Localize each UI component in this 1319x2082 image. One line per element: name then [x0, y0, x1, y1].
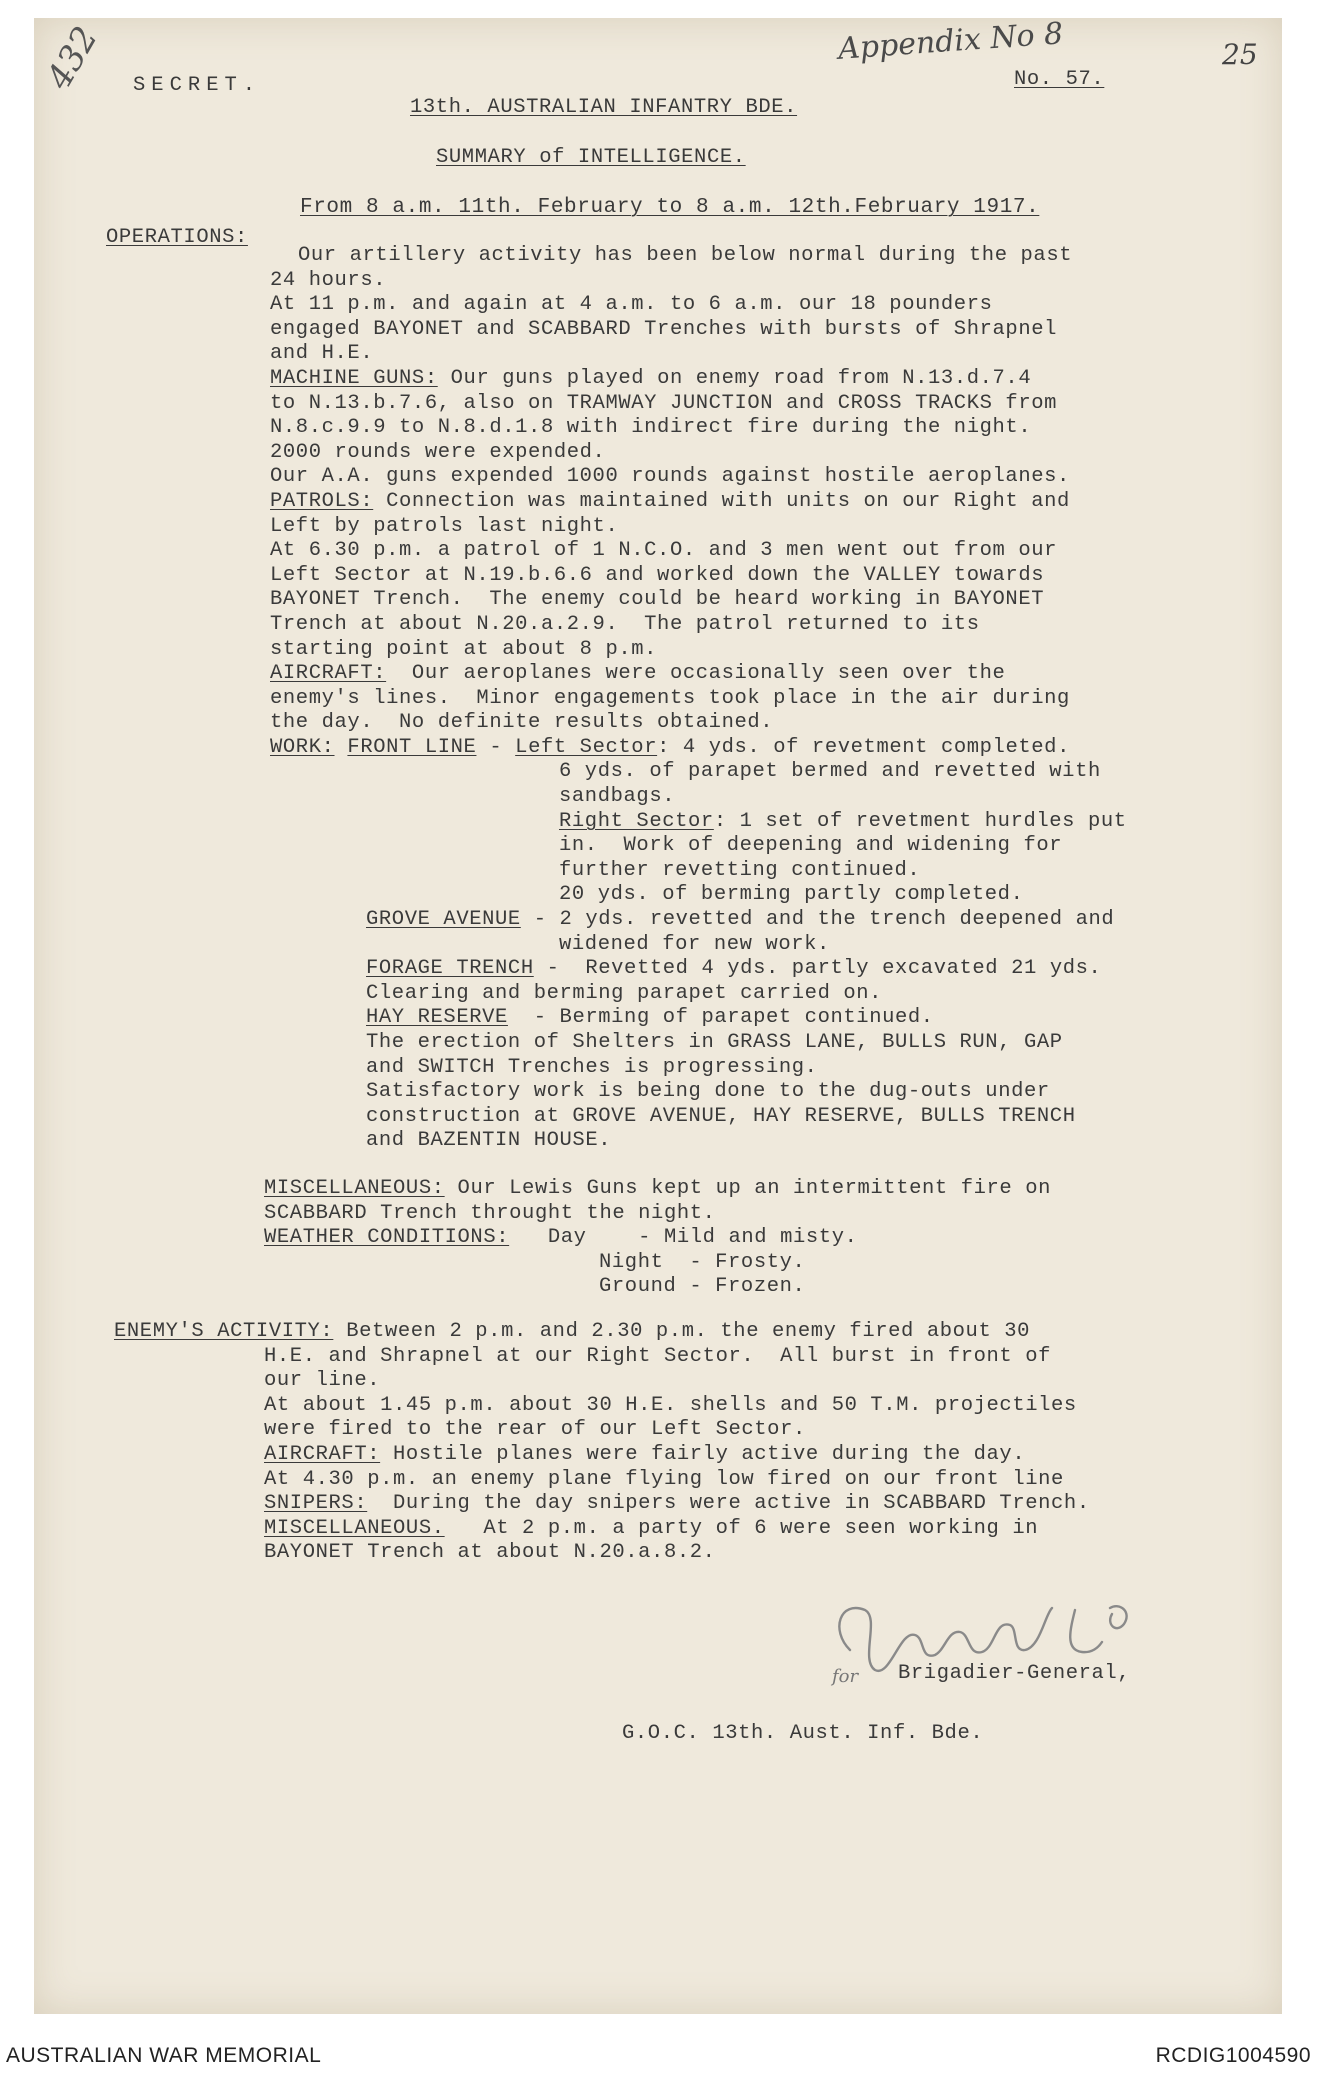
text-line: : 1 set of revetment hurdles put [713, 809, 1127, 833]
patrols-label: PATROLS: [270, 489, 374, 513]
text-line: Left Sector at N.19.b.6.6 and worked down the VALLEY towards [270, 563, 1045, 587]
enemy-misc-label: MISCELLANEOUS. [264, 1516, 445, 1540]
machine-guns-para [270, 367, 1127, 392]
work-para [270, 736, 1127, 761]
snipers-label: SNIPERS: [264, 1492, 368, 1516]
text-line: in. Work of deepening and widening for [559, 834, 1063, 858]
text-line: Clearing and berming parapet carried on. [366, 981, 883, 1005]
text-line: Between 2 p.m. and 2.30 p.m. the enemy fired about 30 [333, 1320, 1031, 1343]
text-line: BAYONET Trench at about N.20.a.8.2. [264, 1541, 716, 1565]
weather-row: Ground - Frozen. [599, 1275, 806, 1299]
enemy-misc-para [114, 1517, 1090, 1542]
text-line: starting point at about 8 p.m. [270, 637, 658, 661]
forage-trench-para [270, 957, 1127, 982]
text-line: Our aeroplanes were occasionally seen over the [386, 662, 1006, 686]
unit-heading: 13th. AUSTRALIAN INFANTRY BDE. [410, 96, 798, 119]
left-sector-label: Left Sector [515, 735, 658, 759]
right-sector-label: Right Sector [559, 809, 714, 833]
hay-reserve-label: HAY RESERVE [366, 1006, 508, 1030]
text-line: Our A.A. guns expended 1000 rounds against hostile aeroplanes. [270, 465, 1070, 489]
text-line: widened for new work. [559, 932, 830, 956]
text-line: Hostile planes were fairly active during the day. [380, 1442, 1026, 1466]
text-line: At 6.30 p.m. a patrol of 1 N.C.O. and 3 men went out from our [270, 539, 1058, 563]
text-line: 6 yds. of parapet bermed and revetted with [559, 760, 1101, 784]
misc-para [264, 1177, 1051, 1202]
text-line: to N.13.b.7.6, also on TRAMWAY JUNCTION and CROSS TRACKS from [270, 391, 1058, 415]
enemy-para [114, 1320, 1090, 1345]
text-line: At about 1.45 p.m. about 30 H.E. shells and 50 T.M. projectiles [264, 1393, 1077, 1417]
document-title: SUMMARY of INTELLIGENCE. [436, 146, 746, 169]
forage-trench-label: FORAGE TRENCH [366, 957, 534, 981]
right-sector-para [270, 810, 1127, 835]
text-line: and BAZENTIN HOUSE. [366, 1129, 612, 1153]
text-line: Satisfactory work is being done to the dug-outs under [366, 1080, 1050, 1104]
text-line: Left by patrols last night. [270, 514, 619, 538]
enemy-activity-label: ENEMY'S ACTIVITY: [114, 1320, 334, 1343]
enemy-section [114, 1320, 1090, 1566]
text-line: were fired to the rear of our Left Sector. [264, 1418, 806, 1442]
for-prefix: for [832, 1666, 859, 1687]
text-line: At 4.30 p.m. an enemy plane flying low fired on our front line [264, 1467, 1064, 1491]
archive-credit: AUSTRALIAN WAR MEMORIAL [6, 2044, 322, 2067]
operations-body [270, 244, 1127, 1154]
patrols-para [270, 490, 1127, 515]
operations-heading: OPERATIONS: [106, 226, 248, 249]
hay-reserve-para [270, 1006, 1127, 1031]
work-label: WORK: [270, 735, 335, 759]
enemy-aircraft-para [114, 1443, 1090, 1468]
text-line: The erection of Shelters in GRASS LANE, BULLS RUN, GAP [366, 1031, 1063, 1054]
text-line: Our Lewis Guns kept up an intermittent fire on [444, 1177, 1052, 1200]
archive-id: RCDIG1004590 [1155, 2044, 1311, 2067]
appendix-note: Appendix No 8 [837, 16, 1065, 67]
text-line: BAYONET Trench. The enemy could be heard working in BAYONET [270, 588, 1045, 612]
text-line: - Berming of parapet continued. [507, 1006, 934, 1030]
enemy-aircraft-label: AIRCRAFT: [264, 1442, 381, 1466]
misc-section [264, 1177, 1051, 1300]
text-line: - 2 yds. revetted and the trench deepened and [520, 908, 1115, 932]
text-line: SCABBARD Trench throught the night. [264, 1201, 716, 1225]
text-line: further revetting continued. [559, 858, 921, 882]
front-line-label: FRONT LINE [347, 735, 477, 759]
text-line: : 4 yds. of revetment completed. [657, 735, 1070, 759]
text-line: sandbags. [559, 785, 676, 809]
text-line: 20 yds. of berming partly completed. [559, 883, 1024, 907]
weather-row: Day - Mild and misty. [547, 1226, 858, 1250]
text-line: Connection was maintained with units on our Right and [373, 489, 1070, 513]
folio-number: 432 [38, 19, 107, 97]
text-line: H.E. and Shrapnel at our Right Sector. All burst in front of [264, 1344, 1052, 1368]
text-line: the day. No definite results obtained. [270, 711, 774, 735]
text-line: - Revetted 4 yds. partly excavated 21 yds. [533, 957, 1102, 981]
text-line: and H.E. [270, 342, 374, 366]
text-line: engaged BAYONET and SCABBARD Trenches with bursts of Shrapnel [270, 317, 1058, 341]
text-line: and SWITCH Trenches is progressing. [366, 1055, 818, 1079]
secret-label: SECRET. [133, 74, 262, 97]
text-line: At 11 p.m. and again at 4 a.m. to 6 a.m. our 18 pounders [270, 293, 993, 317]
report-number: No. 57. [1014, 68, 1105, 91]
report-period: From 8 a.m. 11th. February to 8 a.m. 12th.February 1917. [300, 196, 1040, 219]
text-line: During the day snipers were active in SCABBARD Trench. [367, 1492, 1090, 1516]
snipers-para [114, 1492, 1090, 1517]
aircraft-para [270, 662, 1127, 687]
weather-para [264, 1226, 1051, 1251]
grove-avenue-label: GROVE AVENUE [366, 908, 521, 932]
machine-guns-label: MACHINE GUNS: [270, 366, 438, 390]
text-line: our line. [264, 1369, 381, 1393]
aircraft-label: AIRCRAFT: [270, 662, 387, 686]
text-line: Trench at about N.20.a.2.9. The patrol returned to its [270, 612, 980, 636]
dash: - [476, 735, 516, 759]
weather-row: Night - Frosty. [599, 1250, 806, 1274]
text-line: enemy's lines. Minor engagements took place in the air during [270, 686, 1070, 710]
text-line: At 2 p.m. a party of 6 were seen working in [444, 1516, 1039, 1540]
text-line: Our guns played on enemy road from N.13.d.7.4 [437, 366, 1032, 390]
text-line: 2000 rounds were expended. [270, 440, 606, 464]
text-line: N.8.c.9.9 to N.8.d.1.8 with indirect fire during the night. [270, 416, 1032, 440]
signatory-unit: G.O.C. 13th. Aust. Inf. Bde. [622, 1722, 984, 1745]
weather-label: WEATHER CONDITIONS: [264, 1226, 510, 1250]
misc-label: MISCELLANEOUS: [264, 1177, 445, 1200]
text-line: construction at GROVE AVENUE, HAY RESERVE, BULLS TRENCH [366, 1104, 1076, 1128]
text-line: Our artillery activity has been below normal during the past [298, 244, 1073, 267]
signatory-rank: Brigadier-General, [898, 1662, 1131, 1685]
page-number: 25 [1222, 38, 1258, 71]
text-line: 24 hours. [270, 268, 387, 292]
grove-avenue-para [270, 908, 1127, 933]
